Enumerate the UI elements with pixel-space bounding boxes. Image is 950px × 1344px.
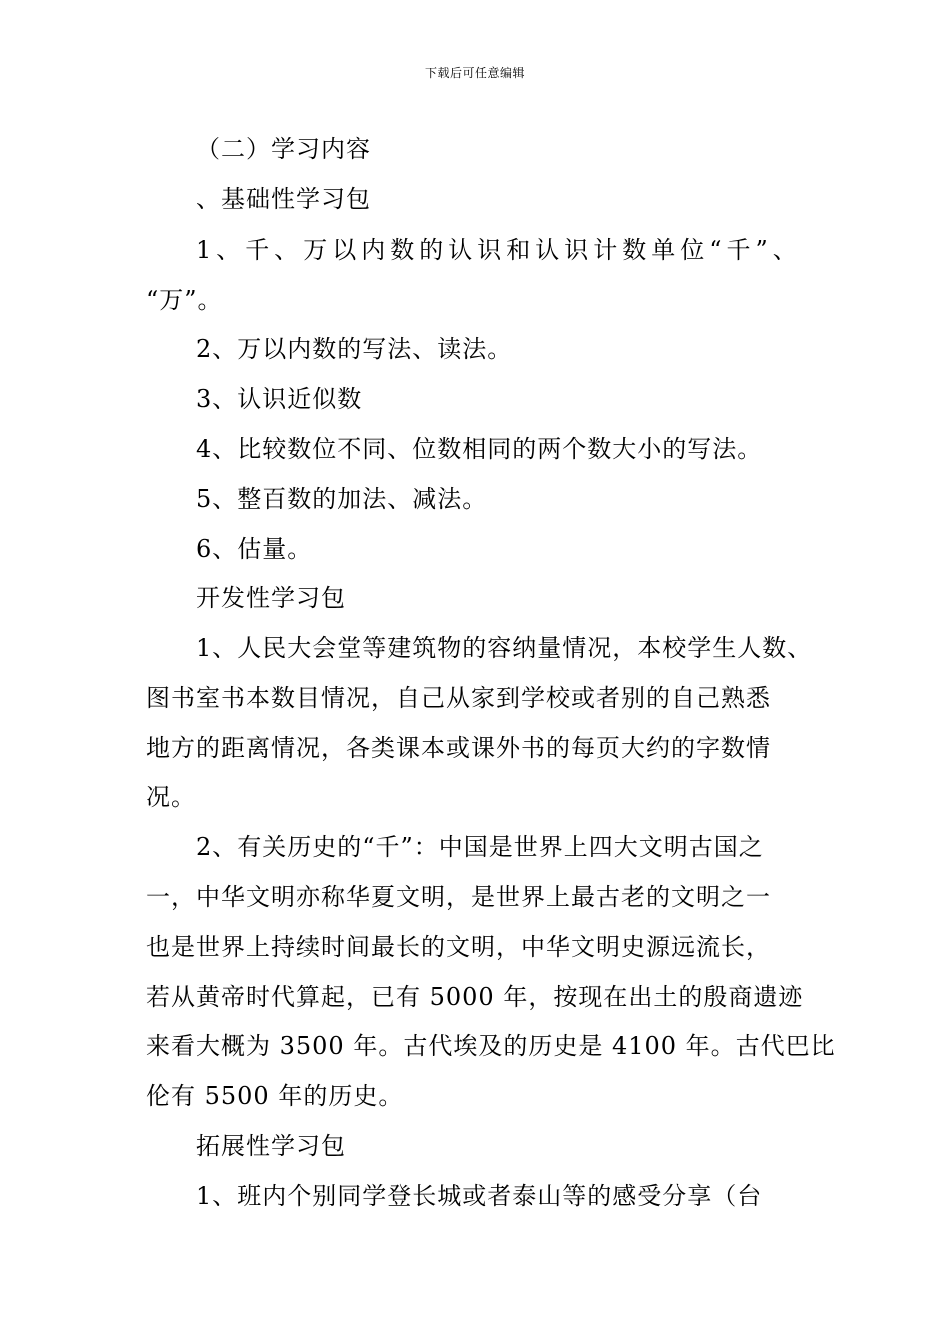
paragraph-line: 若从黄帝时代算起，已有 5000 年，按现在出土的殷商遗迹 — [146, 983, 804, 1011]
list-item: 5、整百数的加法、减法。 — [196, 485, 488, 513]
paragraph-line: 伦有 5500 年的历史。 — [146, 1082, 404, 1110]
paragraph-line: “万”。 — [146, 286, 223, 314]
list-item: 2、万以内数的写法、读法。 — [196, 335, 513, 363]
subsection-basic: 、基础性学习包 — [196, 185, 371, 213]
paragraph-line: 况。 — [146, 783, 196, 811]
paragraph-line: 1、班内个别同学登长城或者泰山等的感受分享（台 — [196, 1182, 763, 1210]
paragraph-line: 图书室书本数目情况，自己从家到学校或者别的自己熟悉 — [146, 684, 771, 712]
list-item: 3、认识近似数 — [196, 385, 363, 413]
paragraph-line: 1、千、万以内数的认识和认识计数单位“千”、 — [196, 236, 802, 264]
list-item: 4、比较数位不同、位数相同的两个数大小的写法。 — [196, 435, 763, 463]
section-title: （二）学习内容 — [196, 135, 371, 163]
list-item: 6、估量。 — [196, 535, 313, 563]
subsection-development: 开发性学习包 — [196, 584, 346, 612]
paragraph-line: 一，中华文明亦称华夏文明，是世界上最古老的文明之一 — [146, 883, 771, 911]
paragraph-line: 2、有关历史的“千”：中国是世界上四大文明古国之 — [196, 833, 764, 861]
page-header: 下载后可任意编辑 — [424, 66, 525, 80]
paragraph-line: 地方的距离情况，各类课本或课外书的每页大约的字数情 — [146, 734, 771, 762]
paragraph-line: 来看大概为 3500 年。古代埃及的历史是 4100 年。古代巴比 — [146, 1032, 836, 1060]
paragraph-line: 1、人民大会堂等建筑物的容纳量情况，本校学生人数、 — [196, 634, 813, 662]
subsection-extension: 拓展性学习包 — [196, 1132, 346, 1160]
paragraph-line: 也是世界上持续时间最长的文明，中华文明史源远流长， — [146, 933, 771, 961]
